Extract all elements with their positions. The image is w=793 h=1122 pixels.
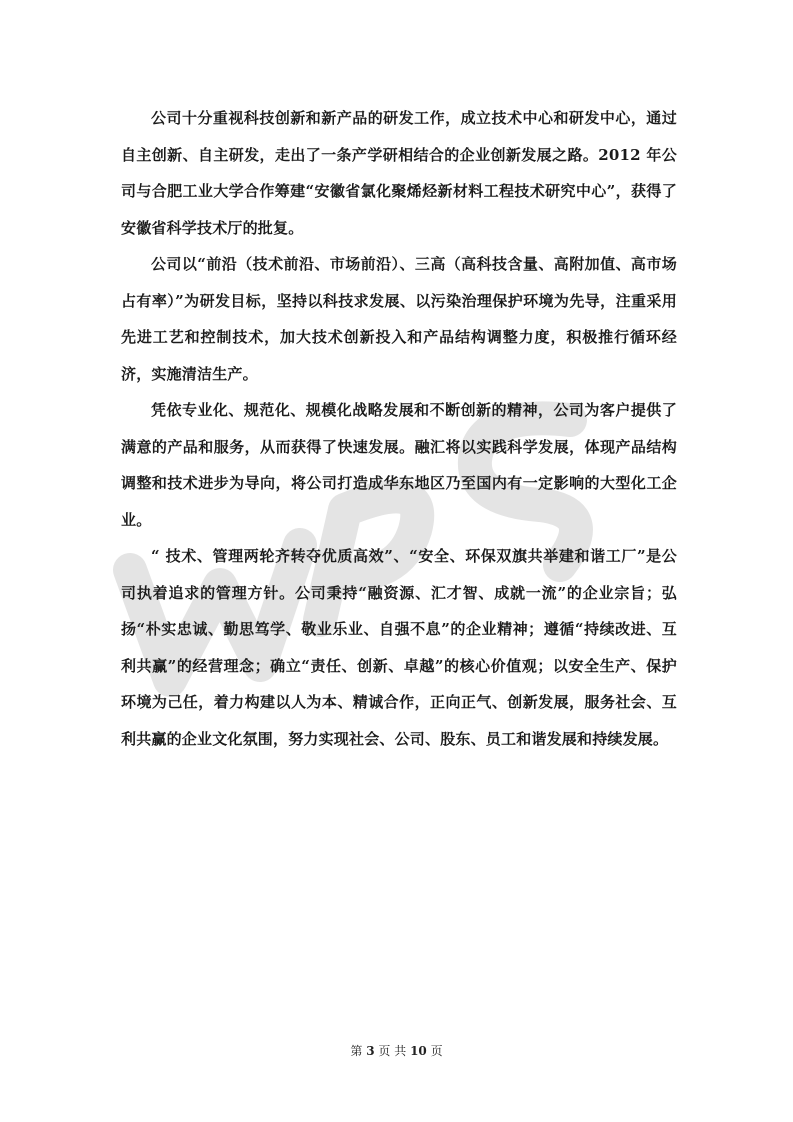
paragraph-development-strategy: 凭依专业化、规范化、规模化战略发展和不断创新的精神，公司为客户提供了满意的产品和服务，从而获得了快速发展。融汇将以实践科学发展，体现产品结构调整和技术进步为导向，将公司打造成华东地区乃至国内有一定影响的大型化工企业。 xyxy=(121,401,677,529)
footer-mid: 页 共 xyxy=(378,1044,407,1058)
document-body xyxy=(121,100,677,757)
paragraph-corporate-culture: “ 技术、管理两轮齐转夺优质高效”、“安全、环保双旗共举建和谐工厂”是公司执着追求的管理方针。公司秉持“融资源、汇才智、成就一流”的企业宗旨；弘扬“朴实忠诚、勤思笃学、敬业乐业、自强不息”的企业精神；遵循“持续改进、互利共赢”的经营理念；确立“责任、创新、卓越”的核心价值观；以安全生产、保护环境为己任，着力构建以人为本、精诚合作，正向正气、创新发展，服务社会、互利共赢的企业文化氛围，努力实现社会、公司、股东、员工和谐发展和持续发展。 xyxy=(121,547,677,748)
footer-current-page: 3 xyxy=(366,1044,375,1058)
page-footer xyxy=(0,1042,793,1059)
paragraph-rd-goals: 公司以“前沿（技术前沿、市场前沿）、三高（高科技含量、高附加值、高市场占有率）”为研发目标，坚持以科技求发展、以污染治理保护环境为先导，注重采用先进工艺和控制技术，加大技术创新投入和产品结构调整力度，积极推行循环经济，实施清洁生产。 xyxy=(121,255,677,383)
footer-prefix: 第 xyxy=(350,1044,363,1058)
footer-total-pages: 10 xyxy=(410,1044,427,1058)
paragraph-rd-innovation: 公司十分重视科技创新和新产品的研发工作，成立技术中心和研发中心，通过自主创新、自主研发，走出了一条产学研相结合的企业创新发展之路。2012 年公司与合肥工业大学合作筹建“安徽省氯化聚烯烃新材料工程技术研究中心”，获得了安徽省科学技术厅的批复。 xyxy=(121,109,677,237)
footer-suffix: 页 xyxy=(430,1044,443,1058)
